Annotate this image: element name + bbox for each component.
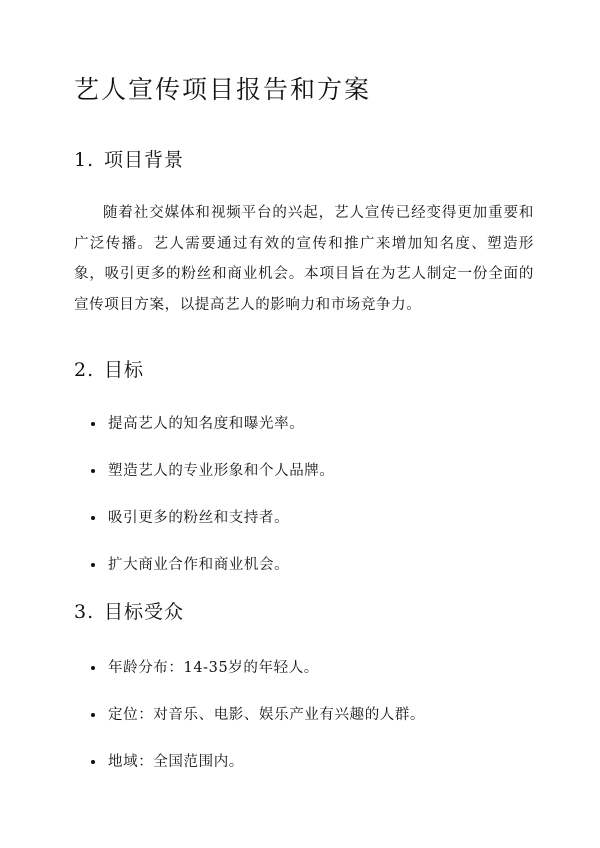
document-title: 艺人宣传项目报告和方案 bbox=[74, 75, 372, 104]
bullet-icon bbox=[91, 516, 95, 520]
list-item-text: 塑造艺人的专业形象和个人品牌。 bbox=[108, 463, 335, 479]
bullet-icon bbox=[91, 760, 95, 764]
list-item-text: 定位：对音乐、电影、娱乐产业有兴趣的人群。 bbox=[108, 707, 426, 723]
list-item-text: 提高艺人的知名度和曝光率。 bbox=[108, 416, 305, 432]
list-item bbox=[74, 508, 544, 555]
list-item-text: 地域：全国范围内。 bbox=[108, 754, 244, 770]
goals-list bbox=[74, 414, 544, 602]
bullet-icon bbox=[91, 422, 95, 426]
section-number: 3. bbox=[74, 601, 95, 623]
list-item bbox=[74, 658, 544, 705]
section-heading-background bbox=[74, 146, 184, 174]
section-title: 目标受众 bbox=[104, 601, 185, 623]
list-item-text: 扩大商业合作和商业机会。 bbox=[108, 557, 290, 573]
section-title: 目标 bbox=[104, 359, 145, 381]
section-heading-audience bbox=[74, 598, 184, 626]
list-item-text: 吸引更多的粉丝和支持者。 bbox=[108, 510, 290, 526]
list-item bbox=[74, 752, 544, 799]
background-paragraph: 随着社交媒体和视频平台的兴起，艺人宣传已经变得更加重要和广泛传播。艺人需要通过有效的宣传和推广来增加知名度、塑造形象，吸引更多的粉丝和商业机会。本项目旨在为艺人制定一份全面的宣传项目方案，以提高艺人的影响力和市场竞争力。 bbox=[74, 205, 534, 313]
bullet-icon bbox=[91, 563, 95, 567]
section-heading-goals bbox=[74, 356, 144, 384]
list-item bbox=[74, 555, 544, 602]
section-number: 1. bbox=[74, 149, 95, 171]
list-item bbox=[74, 705, 544, 752]
list-item bbox=[74, 461, 544, 508]
bullet-icon bbox=[91, 469, 95, 473]
section-title: 项目背景 bbox=[104, 149, 185, 171]
audience-list bbox=[74, 658, 544, 799]
bullet-icon bbox=[91, 713, 95, 717]
list-item-text: 年龄分布：14-35岁的年轻人。 bbox=[108, 660, 319, 676]
bullet-icon bbox=[91, 666, 95, 670]
section-number: 2. bbox=[74, 359, 95, 381]
list-item bbox=[74, 414, 544, 461]
